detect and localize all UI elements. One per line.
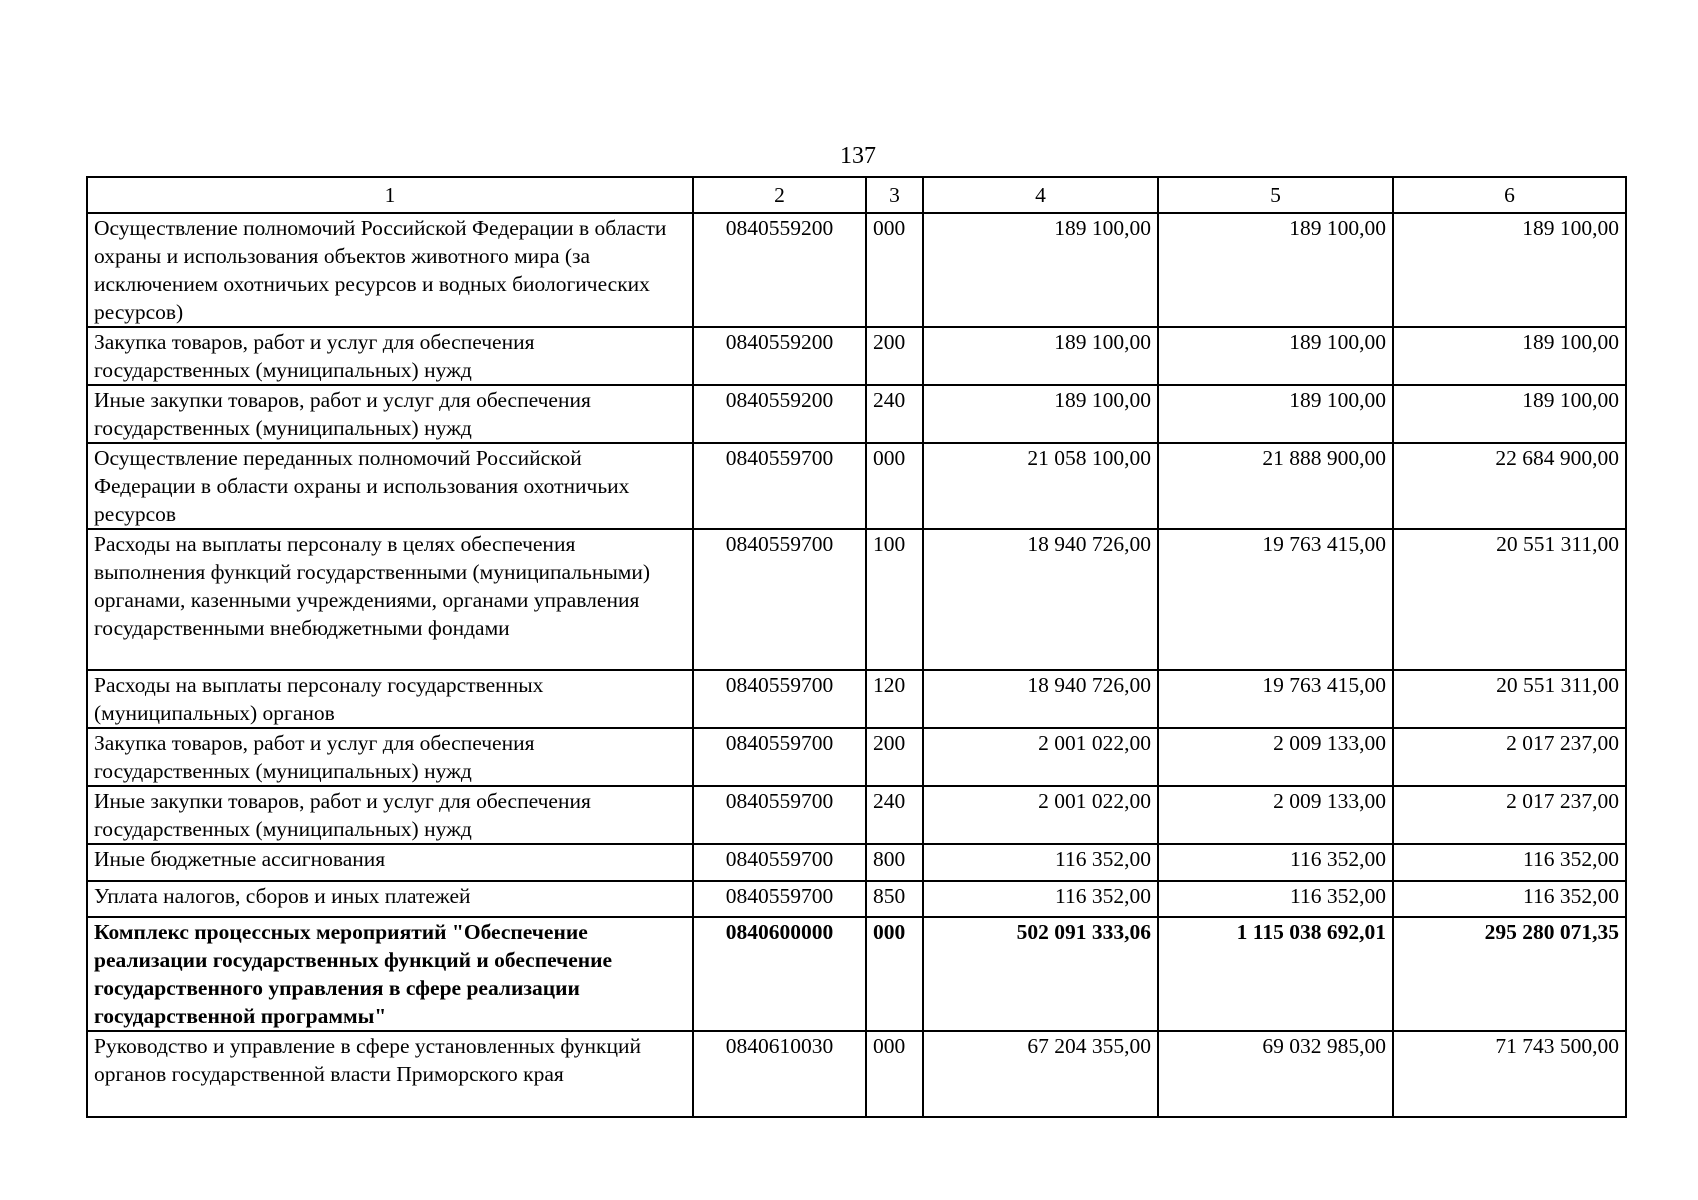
row-name-cell: Уплата налогов, сборов и иных платежей	[87, 881, 693, 917]
row-amount-col4: 18 940 726,00	[923, 529, 1158, 670]
row-code-cell: 0840559700	[693, 728, 866, 786]
row-expense-type-cell: 000	[866, 1031, 923, 1117]
table-row	[87, 844, 1626, 881]
row-expense-type-cell: 000	[866, 443, 923, 529]
table-row	[87, 881, 1626, 917]
table-row	[87, 529, 1626, 670]
row-amount-col5: 2 009 133,00	[1158, 786, 1393, 844]
row-amount-col4: 67 204 355,00	[923, 1031, 1158, 1117]
row-name-cell: Закупка товаров, работ и услуг для обеспечения государственных (муниципальных) нужд	[87, 327, 693, 385]
row-amount-col5: 189 100,00	[1158, 327, 1393, 385]
row-expense-type-cell: 800	[866, 844, 923, 881]
table-row	[87, 728, 1626, 786]
row-amount-col4: 189 100,00	[923, 213, 1158, 327]
table-row	[87, 443, 1626, 529]
row-amount-col4: 18 940 726,00	[923, 670, 1158, 728]
row-code-cell: 0840610030	[693, 1031, 866, 1117]
row-name-cell: Осуществление переданных полномочий Российской Федерации в области охраны и использования охотничьих ресурсов	[87, 443, 693, 529]
row-code-cell: 0840559200	[693, 385, 866, 443]
header-col-1: 1	[87, 177, 693, 213]
row-name-cell: Расходы на выплаты персоналу в целях обеспечения выполнения функций государственными (муниципальными) органами, казенными учреждениями, органами управления государственными внебюджетными фондами	[87, 529, 693, 670]
row-code-cell: 0840559700	[693, 881, 866, 917]
header-col-4: 4	[923, 177, 1158, 213]
row-amount-col4: 2 001 022,00	[923, 728, 1158, 786]
row-name-cell: Осуществление полномочий Российской Федерации в области охраны и использования объектов животного мира (за исключением охотничьих ресурсов и водных биологических ресурсов)	[87, 213, 693, 327]
table-row	[87, 917, 1626, 1031]
row-amount-col5: 19 763 415,00	[1158, 670, 1393, 728]
budget-table	[86, 176, 1627, 1118]
row-expense-type-cell: 200	[866, 728, 923, 786]
row-name-cell: Иные закупки товаров, работ и услуг для обеспечения государственных (муниципальных) нужд	[87, 786, 693, 844]
table-body	[87, 213, 1626, 1117]
row-amount-col6: 116 352,00	[1393, 881, 1626, 917]
row-amount-col6: 295 280 071,35	[1393, 917, 1626, 1031]
row-amount-col5: 21 888 900,00	[1158, 443, 1393, 529]
table-row	[87, 786, 1626, 844]
row-amount-col4: 2 001 022,00	[923, 786, 1158, 844]
table-row	[87, 327, 1626, 385]
row-expense-type-cell: 100	[866, 529, 923, 670]
row-expense-type-cell: 240	[866, 385, 923, 443]
row-expense-type-cell: 000	[866, 213, 923, 327]
row-code-cell: 0840559700	[693, 529, 866, 670]
row-amount-col5: 189 100,00	[1158, 213, 1393, 327]
row-name-cell: Комплекс процессных мероприятий "Обеспечение реализации государственных функций и обеспечение государственного управления в сфере реализации государственной программы"	[87, 917, 693, 1031]
row-amount-col5: 1 115 038 692,01	[1158, 917, 1393, 1031]
row-name-cell: Расходы на выплаты персоналу государственных (муниципальных) органов	[87, 670, 693, 728]
row-amount-col4: 189 100,00	[923, 385, 1158, 443]
table-row	[87, 1031, 1626, 1117]
row-amount-col6: 22 684 900,00	[1393, 443, 1626, 529]
row-amount-col4: 502 091 333,06	[923, 917, 1158, 1031]
row-code-cell: 0840559700	[693, 670, 866, 728]
row-expense-type-cell: 240	[866, 786, 923, 844]
row-amount-col6: 189 100,00	[1393, 327, 1626, 385]
row-amount-col4: 116 352,00	[923, 881, 1158, 917]
row-amount-col4: 189 100,00	[923, 327, 1158, 385]
page-number: 137	[840, 143, 876, 169]
row-expense-type-cell: 850	[866, 881, 923, 917]
row-name-cell: Руководство и управление в сфере установленных функций органов государственной власти Приморского края	[87, 1031, 693, 1117]
row-expense-type-cell: 200	[866, 327, 923, 385]
row-amount-col5: 19 763 415,00	[1158, 529, 1393, 670]
row-amount-col5: 2 009 133,00	[1158, 728, 1393, 786]
table-row	[87, 213, 1626, 327]
row-amount-col6: 71 743 500,00	[1393, 1031, 1626, 1117]
row-amount-col6: 2 017 237,00	[1393, 786, 1626, 844]
row-amount-col5: 189 100,00	[1158, 385, 1393, 443]
row-code-cell: 0840600000	[693, 917, 866, 1031]
row-amount-col5: 116 352,00	[1158, 881, 1393, 917]
row-expense-type-cell: 120	[866, 670, 923, 728]
row-amount-col6: 20 551 311,00	[1393, 670, 1626, 728]
header-col-5: 5	[1158, 177, 1393, 213]
row-amount-col4: 21 058 100,00	[923, 443, 1158, 529]
row-code-cell: 0840559200	[693, 213, 866, 327]
row-name-cell: Закупка товаров, работ и услуг для обеспечения государственных (муниципальных) нужд	[87, 728, 693, 786]
row-amount-col6: 20 551 311,00	[1393, 529, 1626, 670]
header-col-2: 2	[693, 177, 866, 213]
row-amount-col6: 2 017 237,00	[1393, 728, 1626, 786]
row-amount-col6: 189 100,00	[1393, 385, 1626, 443]
row-code-cell: 0840559200	[693, 327, 866, 385]
row-code-cell: 0840559700	[693, 844, 866, 881]
row-code-cell: 0840559700	[693, 443, 866, 529]
table-row	[87, 385, 1626, 443]
row-amount-col5: 116 352,00	[1158, 844, 1393, 881]
row-code-cell: 0840559700	[693, 786, 866, 844]
row-amount-col5: 69 032 985,00	[1158, 1031, 1393, 1117]
row-name-cell: Иные бюджетные ассигнования	[87, 844, 693, 881]
row-expense-type-cell: 000	[866, 917, 923, 1031]
row-name-cell: Иные закупки товаров, работ и услуг для обеспечения государственных (муниципальных) нужд	[87, 385, 693, 443]
row-amount-col6: 189 100,00	[1393, 213, 1626, 327]
header-col-6: 6	[1393, 177, 1626, 213]
header-col-3: 3	[866, 177, 923, 213]
table-header-row	[87, 177, 1626, 213]
row-amount-col6: 116 352,00	[1393, 844, 1626, 881]
row-amount-col4: 116 352,00	[923, 844, 1158, 881]
table-row	[87, 670, 1626, 728]
